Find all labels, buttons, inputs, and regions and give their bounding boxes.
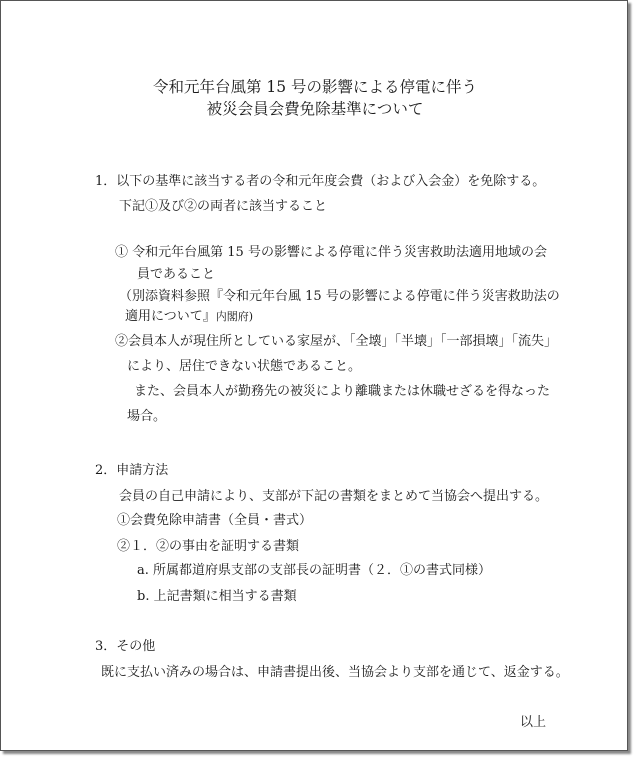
section1-reference-line2 [125,309,253,325]
closing-mark: 以上 [520,715,547,730]
section2-sub-b: b. 上記書類に相当する書類 [137,589,297,604]
section1-item2-line1: ②会員本人が現住所としている家屋が、「全壊」「半壊」「一部損壊」「流失」 [115,334,558,349]
section3-heading: 3．その他 [95,639,156,654]
document-title-line1: 令和元年台風第 15 号の影響による停電に伴う [152,78,478,96]
reference-doc-title: 適用について』 [125,309,216,324]
section2-intro: 会員の自己申請により、支部が下記の書類をまとめて当協会へ提出する。 [119,489,549,504]
section1-heading: 1．以下の基準に該当する者の令和元年度会費（および入会金）を免除する。 [95,174,546,189]
document-title-line2: 被災会員会費免除基準について [206,100,424,118]
section3-body: 既に支払い済みの場合は、申請書提出後、当協会より支部を通じて、返金する。 [101,665,569,680]
section1-item1-line2: 員であること [137,267,216,282]
section1-intro: 下記①及び②の両者に該当すること [119,199,328,214]
section2-sub-a: a. 所属都道府県支部の支部長の証明書（２．①の書式同様） [137,563,492,578]
section2-heading: 2．申請方法 [95,463,169,478]
section1-item2-line2: により、居住できない状態であること。 [127,359,362,374]
section1-item2-line3: また、会員本人が勤務先の被災により離職または休職せざるを得なった [134,384,551,399]
section2-item2: ②１．②の事由を証明する書類 [117,539,300,554]
reference-source: 内閣府) [215,310,254,323]
section2-item1: ①会費免除申請書（全員・書式） [117,513,313,528]
section1-item1-line1: ① 令和元年台風第 15 号の影響による停電に伴う災害救助法適用地域の会 [115,245,547,260]
section1-item2-line4: 場合。 [127,409,167,424]
section1-reference-line1: （別添資料参照『令和元年台風 15 号の影響による停電に伴う災害救助法の [119,289,560,304]
